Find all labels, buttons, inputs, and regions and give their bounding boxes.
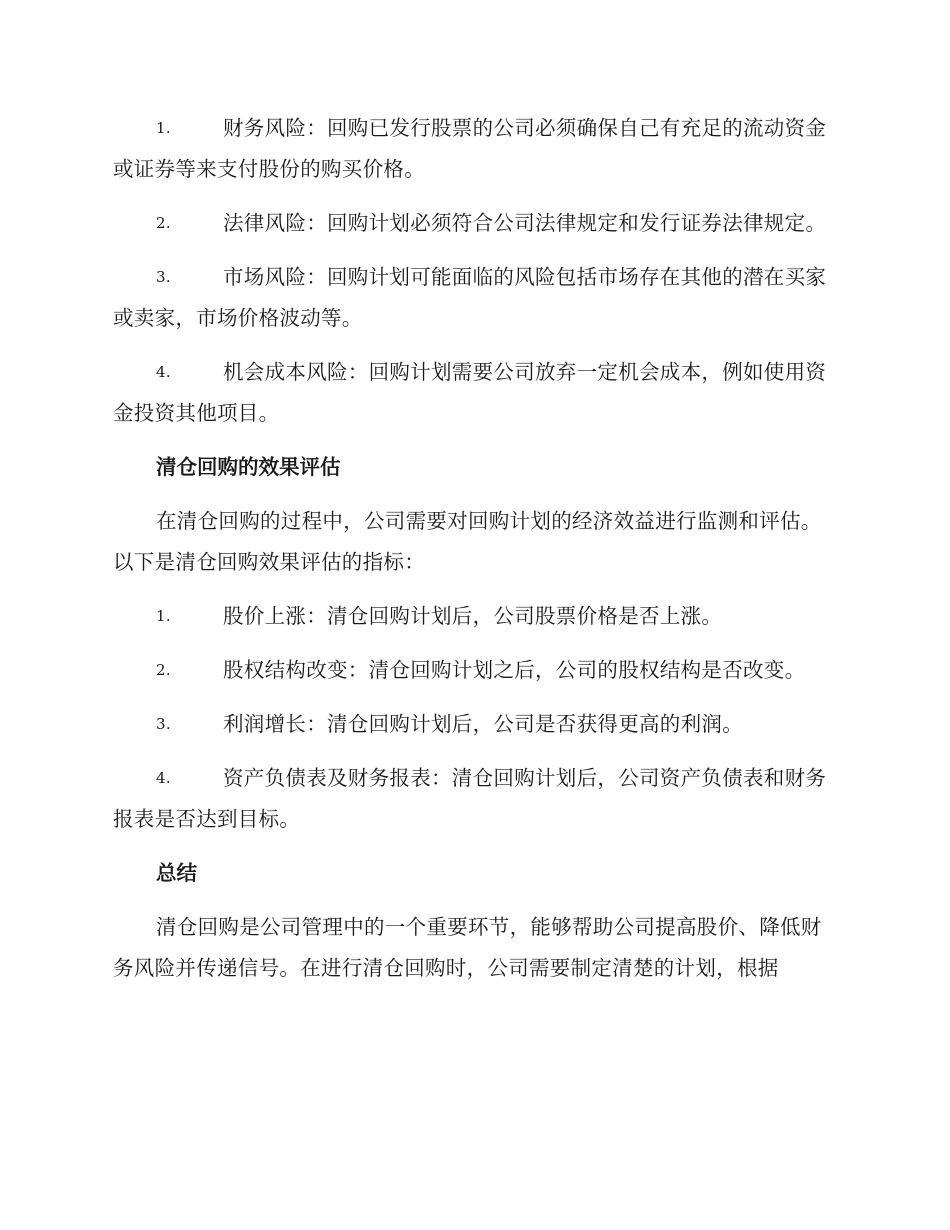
list-number: 2. xyxy=(156,661,171,679)
list-number: 4. xyxy=(156,769,171,787)
list-number: 1. xyxy=(156,607,171,625)
evaluation-item xyxy=(113,650,835,691)
evaluation-intro-paragraph: 在清仓回购的过程中，公司需要对回购计划的经济效益进行监测和评估。以下是清仓回购效果评估的指标： xyxy=(113,509,822,574)
section-heading-summary: 总结 xyxy=(156,861,197,885)
list-item-text: 股权结构改变：清仓回购计划之后，公司的股权结构是否改变。 xyxy=(223,658,806,682)
evaluation-item xyxy=(113,758,835,840)
list-number: 3. xyxy=(156,715,171,733)
list-item-text: 法律风险：回购计划必须符合公司法律规定和发行证券法律规定。 xyxy=(223,211,827,235)
summary-paragraph: 清仓回购是公司管理中的一个重要环节，能够帮助公司提高股价、降低财务风险并传递信号。在进行清仓回购时，公司需要制定清楚的计划，根据 xyxy=(113,915,822,980)
list-number: 1. xyxy=(156,119,171,137)
list-item-text: 财务风险：回购已发行股票的公司必须确保自己有充足的流动资金或证券等来支付股份的购买价格。 xyxy=(113,116,827,181)
evaluation-item xyxy=(113,704,835,745)
risk-item xyxy=(113,352,835,434)
list-number: 3. xyxy=(156,268,171,286)
list-item-text: 股价上涨：清仓回购计划后，公司股票价格是否上涨。 xyxy=(223,604,723,628)
list-item-text: 机会成本风险：回购计划需要公司放弃一定机会成本，例如使用资金投资其他项目。 xyxy=(113,360,827,425)
list-item-text: 资产负债表及财务报表：清仓回购计划后，公司资产负债表和财务报表是否达到目标。 xyxy=(113,766,827,831)
list-item-text: 利润增长：清仓回购计划后，公司是否获得更高的利润。 xyxy=(223,712,743,736)
list-item-text: 市场风险：回购计划可能面临的风险包括市场存在其他的潜在买家或卖家，市场价格波动等。 xyxy=(113,265,827,330)
risk-item xyxy=(113,108,835,190)
section-heading-evaluation: 清仓回购的效果评估 xyxy=(156,455,341,479)
risk-item xyxy=(113,203,835,244)
list-number: 4. xyxy=(156,363,171,381)
evaluation-item xyxy=(113,596,835,637)
document-body xyxy=(113,108,835,989)
list-number: 2. xyxy=(156,214,171,232)
risk-item xyxy=(113,257,835,339)
